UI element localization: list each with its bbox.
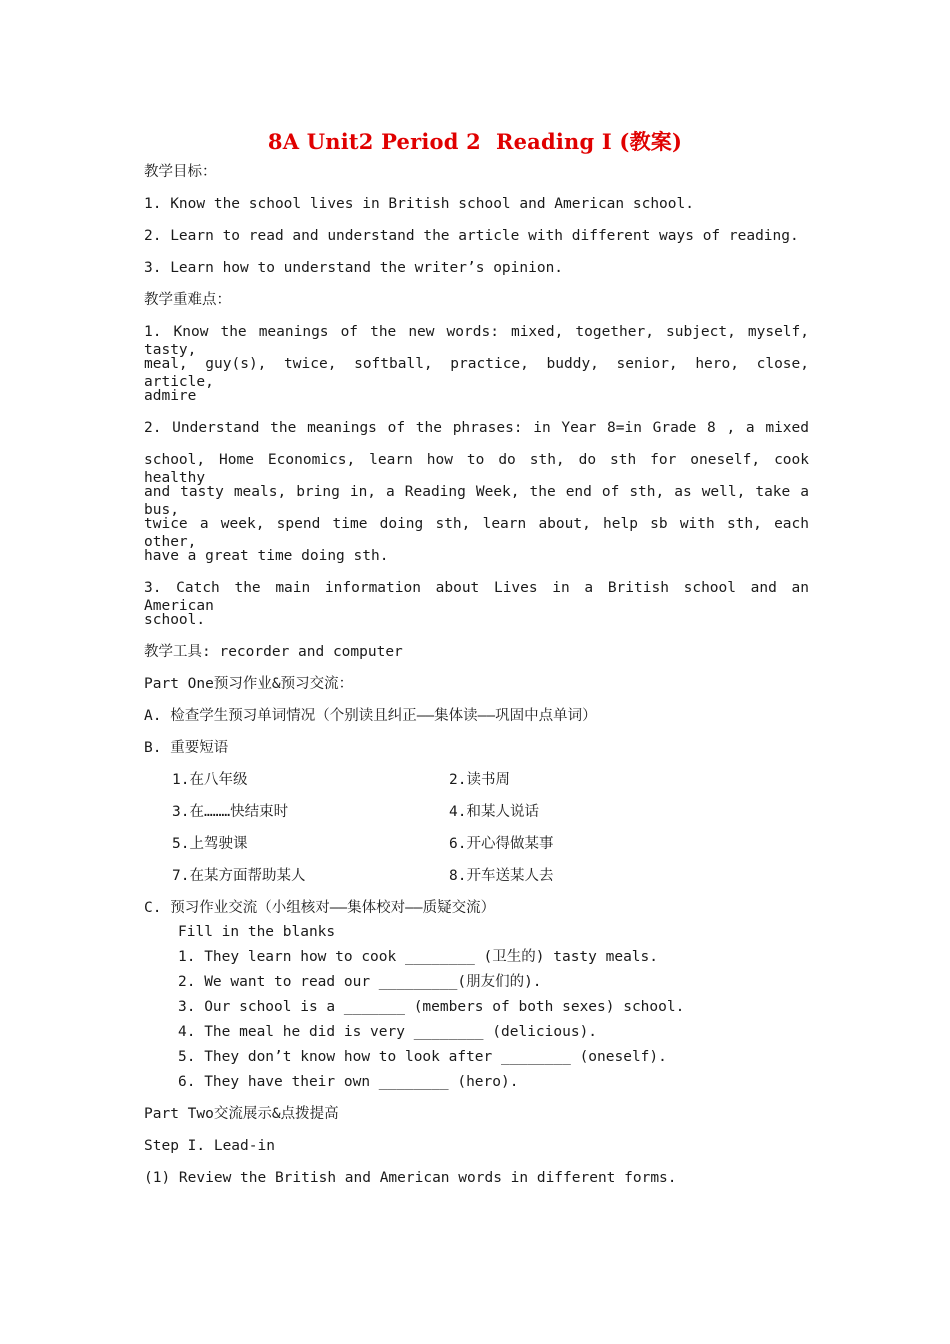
keypoint-2-line-3: and tasty meals, bring in, a Reading Week, the end of sth, as well, take a bus, bbox=[144, 484, 809, 518]
keypoint-2-line-2: school, Home Economics, learn how to do sth, do sth for oneself, cook healthy bbox=[144, 452, 809, 486]
phrase-8: 8.开车送某人去 bbox=[449, 868, 554, 884]
blank-item-5: 5. They don’t know how to look after ________ (oneself). bbox=[178, 1049, 667, 1065]
keypoint-2-line-5: have a great time doing sth. bbox=[144, 548, 389, 564]
objective-3: 3. Learn how to understand the writer’s opinion. bbox=[144, 260, 564, 276]
phrase-5: 5.上驾驶课 bbox=[172, 836, 248, 852]
item-a: A. 检查学生预习单词情况（个别读且纠正——集体读——巩固中点单词） bbox=[144, 708, 597, 724]
blank-item-1: 1. They learn how to cook ________ (卫生的) tasty meals. bbox=[178, 949, 658, 965]
page-title: 8A Unit2 Period 2 Reading I (教案) bbox=[267, 129, 683, 154]
phrase-3: 3.在………快结束时 bbox=[172, 804, 289, 820]
phrase-7: 7.在某方面帮助某人 bbox=[172, 868, 306, 884]
phrase-2: 2.读书周 bbox=[449, 772, 510, 788]
part-one-heading: Part One预习作业&预习交流： bbox=[144, 676, 354, 692]
part-two-heading: Part Two交流展示&点拨提高 bbox=[144, 1106, 339, 1122]
objective-2: 2. Learn to read and understand the article with different ways of reading. bbox=[144, 228, 799, 244]
teaching-tools: 教学工具: recorder and computer bbox=[144, 644, 403, 660]
blank-item-4: 4. The meal he did is very ________ (delicious). bbox=[178, 1024, 598, 1040]
item-c: C. 预习作业交流（小组核对——集体校对——质疑交流） bbox=[144, 900, 496, 916]
keypoint-2-line-1: 2. Understand the meanings of the phrases: in Year 8=in Grade 8 , a mixed bbox=[144, 420, 809, 436]
blank-item-6: 6. They have their own ________ (hero). bbox=[178, 1074, 519, 1090]
phrase-6: 6.开心得做某事 bbox=[449, 836, 554, 852]
item-b: B. 重要短语 bbox=[144, 740, 229, 756]
keypoints-heading: 教学重难点： bbox=[144, 292, 231, 308]
phrase-4: 4.和某人说话 bbox=[449, 804, 539, 820]
fill-heading: Fill in the blanks bbox=[178, 924, 336, 940]
step-one-heading: Step I. Lead-in bbox=[144, 1138, 275, 1154]
keypoint-2-line-4: twice a week, spend time doing sth, learn about, help sb with sth, each other, bbox=[144, 516, 809, 550]
blank-item-2: 2. We want to read our _________(朋友们的). bbox=[178, 974, 542, 990]
keypoint-1-line-1: 1. Know the meanings of the new words: mixed, together, subject, myself, tasty, bbox=[144, 324, 809, 358]
blank-item-3: 3. Our school is a _______ (members of both sexes) school. bbox=[178, 999, 685, 1015]
keypoint-1-line-3: admire bbox=[144, 388, 197, 404]
keypoint-3-line-2: school. bbox=[144, 612, 206, 628]
keypoint-3-line-1: 3. Catch the main information about Lives in a British school and an American bbox=[144, 580, 809, 614]
objectives-heading: 教学目标： bbox=[144, 164, 217, 180]
phrase-1: 1.在八年级 bbox=[172, 772, 248, 788]
review-line: (1) Review the British and American words in different forms. bbox=[144, 1170, 677, 1186]
objective-1: 1. Know the school lives in British school and American school. bbox=[144, 196, 694, 212]
keypoint-1-line-2: meal, guy(s), twice, softball, practice, buddy, senior, hero, close, article, bbox=[144, 356, 809, 390]
